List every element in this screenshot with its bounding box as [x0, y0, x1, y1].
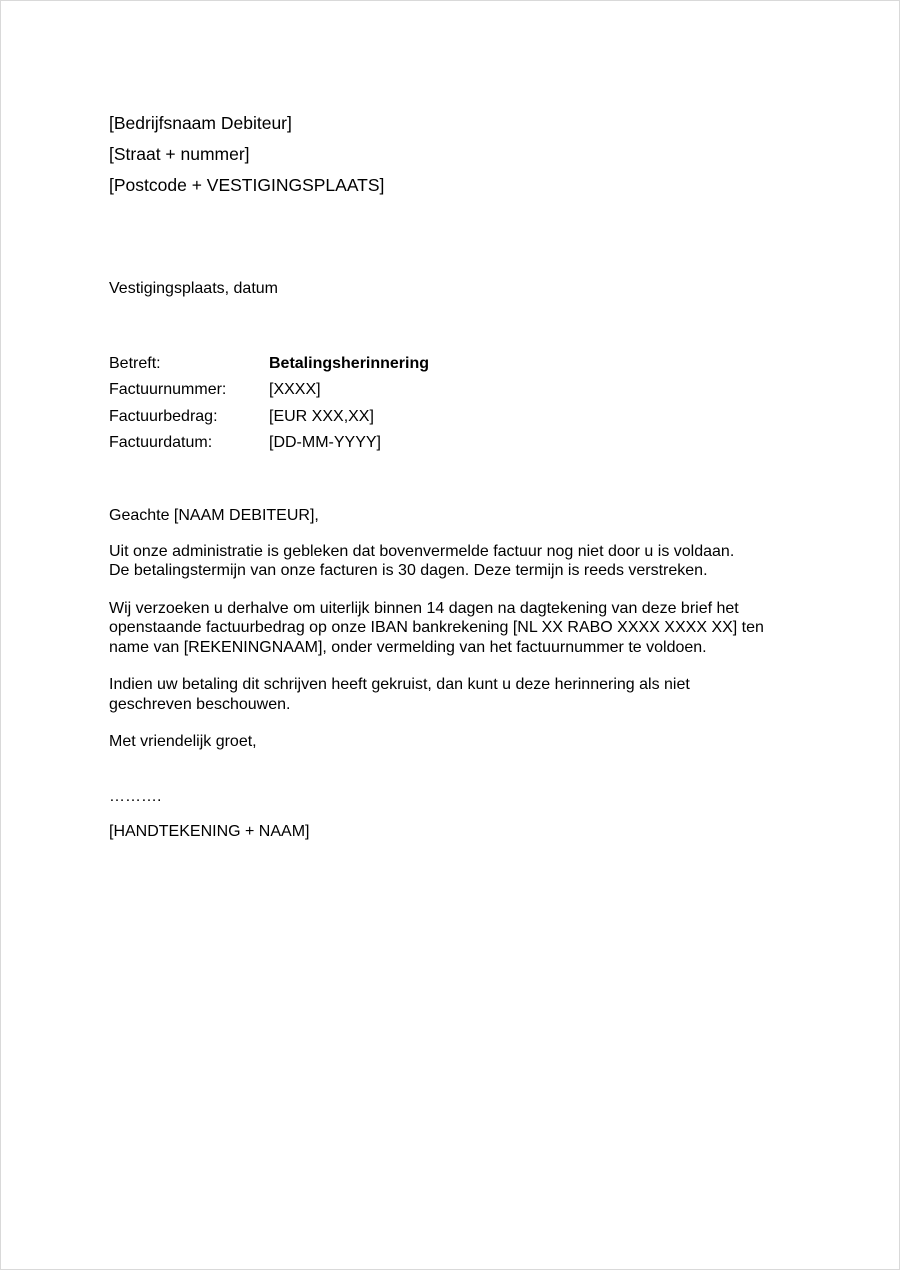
- paragraph-line: Wij verzoeken u derhalve om uiterlijk binnen 14 dagen na dagtekening van deze brief het: [109, 599, 739, 617]
- paragraph-line: Indien uw betaling dit schrijven heeft gekruist, dan kunt u deze herinnering als niet: [109, 676, 690, 693]
- paragraph-overdue-notice: [109, 542, 809, 581]
- paragraph-payment-request: [109, 599, 809, 658]
- address-company-line: [Bedrijfsnaam Debiteur]: [109, 113, 292, 133]
- place-date-line: Vestigingsplaats, datum: [109, 280, 278, 297]
- address-street-line: [Straat + nummer]: [109, 144, 250, 164]
- invoice-number-label: Factuurnummer:: [109, 381, 227, 399]
- paragraph-line: De betalingstermijn van onze facturen is 30 dagen. Deze termijn is reeds verstreken.: [109, 562, 708, 579]
- address-postcode-line: [Postcode + VESTIGINGSPLAATS]: [109, 175, 385, 195]
- closing-greeting: Met vriendelijk groet,: [109, 733, 257, 750]
- subject-value: Betalingsherinnering: [269, 355, 430, 372]
- invoice-date-label: Factuurdatum:: [109, 433, 213, 451]
- meta-row-invoice-number: [109, 380, 429, 406]
- invoice-amount-label: Factuurbedrag:: [109, 407, 218, 425]
- invoice-date-value: [DD-MM-YYYY]: [269, 433, 381, 451]
- meta-row-invoice-date: [109, 433, 429, 459]
- paragraph-line: openstaande factuurbedrag op onze IBAN bankrekening [NL XX RABO XXXX XXXX XX] ten: [109, 619, 764, 636]
- invoice-meta-block: [109, 354, 429, 459]
- invoice-amount-value: [EUR XXX,XX]: [269, 407, 374, 425]
- meta-row-subject: [109, 354, 429, 380]
- paragraph-line: name van [REKENINGNAAM], onder vermelding van het factuurnummer te voldoen.: [109, 638, 707, 656]
- meta-row-invoice-amount: [109, 407, 429, 433]
- letter-body: [109, 506, 809, 842]
- debtor-address-block: [109, 108, 384, 201]
- signature-name: [HANDTEKENING + NAAM]: [109, 823, 310, 840]
- signature-dots: ……….: [109, 787, 162, 805]
- salutation: Geachte [NAAM DEBITEUR],: [109, 507, 319, 524]
- paragraph-line: geschreven beschouwen.: [109, 695, 291, 713]
- paragraph-crossed-payment: [109, 675, 809, 714]
- invoice-number-value: [XXXX]: [269, 381, 321, 399]
- paragraph-line: Uit onze administratie is gebleken dat bovenvermelde factuur nog niet door u is voldaan.: [109, 542, 735, 560]
- subject-label: Betreft:: [109, 355, 161, 372]
